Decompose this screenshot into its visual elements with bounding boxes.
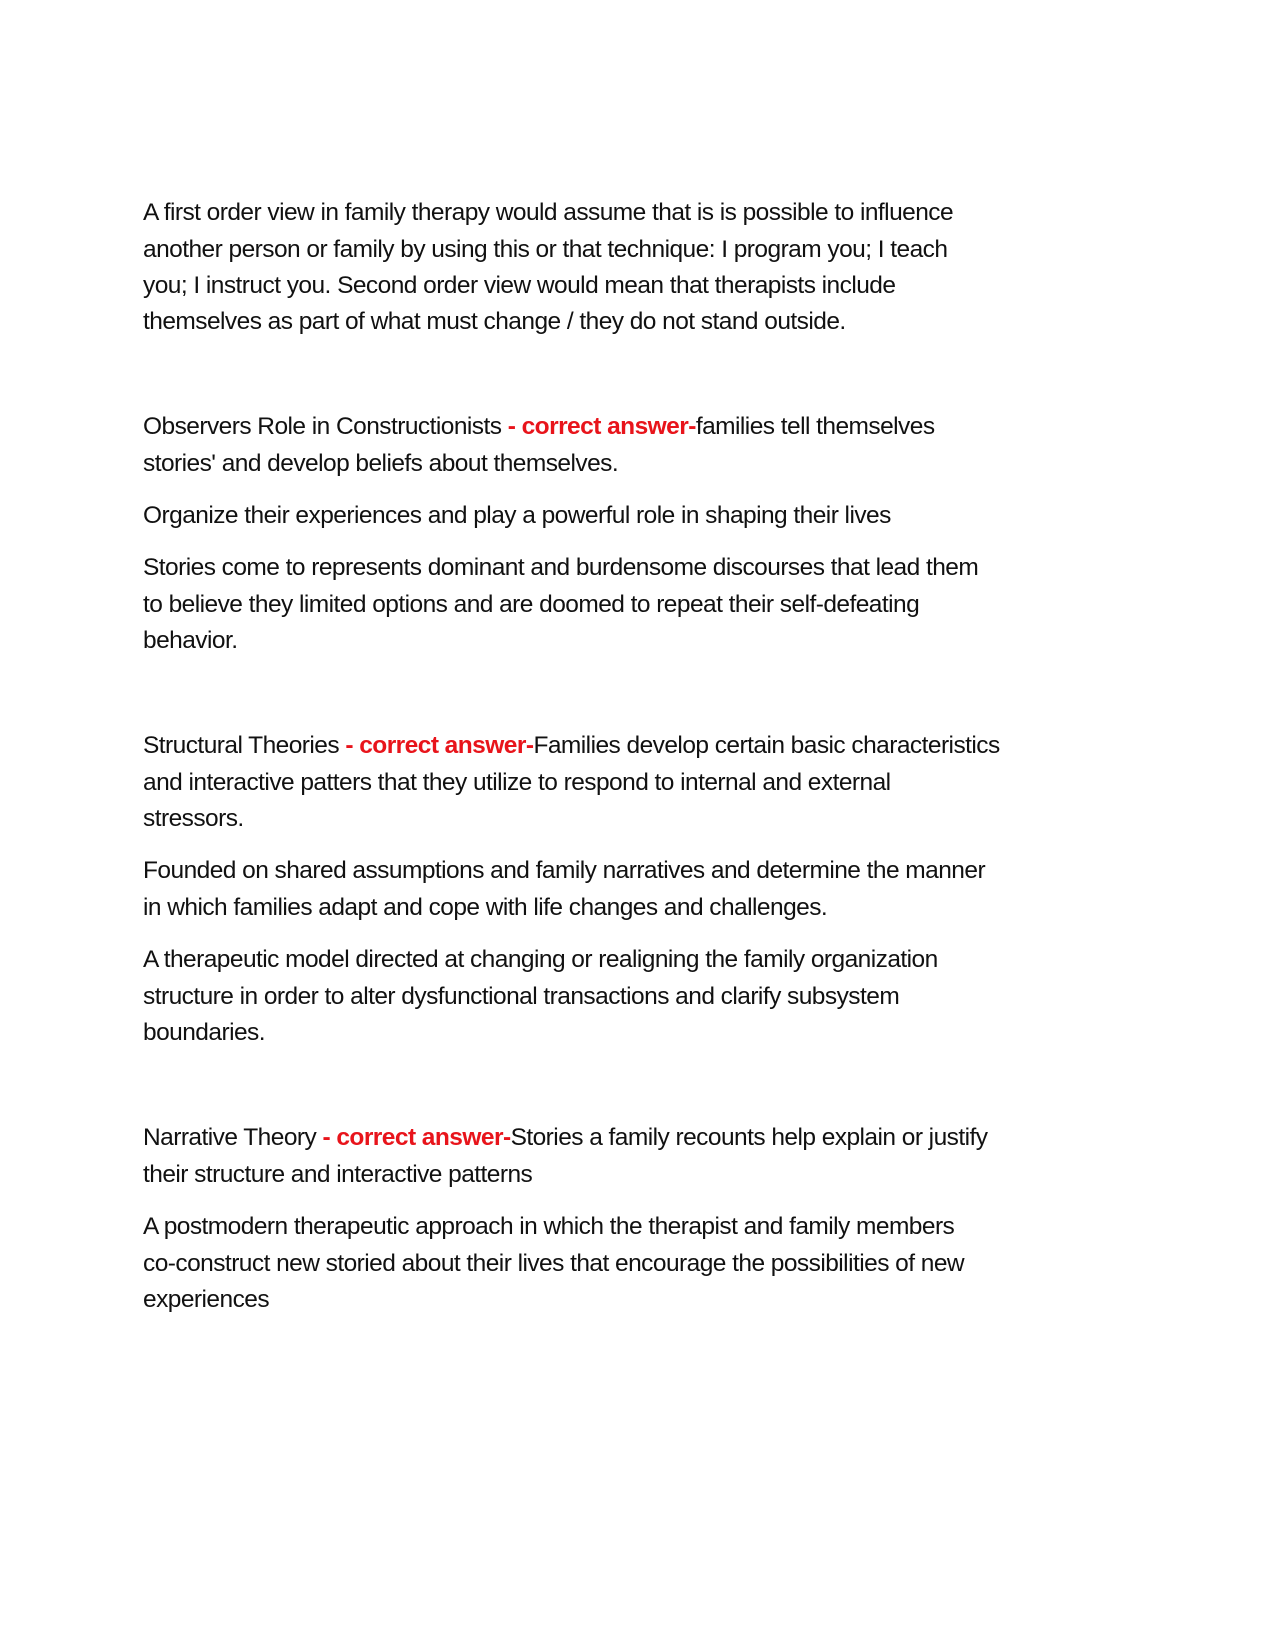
entry-answer: Families develop certain basic characteristics (533, 732, 1000, 759)
text-line: to believe they limited options and are doomed to repeat their self-defeating (143, 591, 920, 618)
text-line: behavior. (143, 627, 238, 654)
entry-heading-line (143, 731, 1000, 761)
text-line: another person or family by using this or that technique: I program you; I teach (143, 236, 948, 263)
text-line: themselves as part of what must change / they do not stand outside. (143, 308, 846, 335)
text-line: in which families adapt and cope with life changes and challenges. (143, 894, 828, 921)
text-line: experiences (143, 1286, 270, 1313)
correct-answer-marker: - correct answer- (507, 413, 696, 440)
entry-heading-line (143, 1123, 987, 1153)
text-line: stressors. (143, 805, 244, 832)
text-line: their structure and interactive patterns (143, 1161, 533, 1188)
text-line: stories' and develop beliefs about themselves. (143, 450, 619, 477)
text-line: you; I instruct you. Second order view would mean that therapists include (143, 272, 896, 299)
text-line: Founded on shared assumptions and family narratives and determine the manner (143, 857, 986, 884)
text-line: A therapeutic model directed at changing or realigning the family organization (143, 946, 938, 973)
entry-term: Narrative Theory (143, 1124, 323, 1151)
text-line: and interactive patters that they utilize to respond to internal and external (143, 769, 891, 796)
correct-answer-marker: - correct answer- (322, 1124, 511, 1151)
text-line: A postmodern therapeutic approach in which the therapist and family members (143, 1213, 955, 1240)
entry-term: Structural Theories (143, 732, 346, 759)
correct-answer-marker: - correct answer- (345, 732, 534, 759)
text-line: boundaries. (143, 1019, 265, 1046)
text-line: Stories come to represents dominant and burdensome discourses that lead them (143, 554, 979, 581)
text-line: co-construct new storied about their lives that encourage the possibilities of new (143, 1250, 965, 1277)
text-line: Organize their experiences and play a powerful role in shaping their lives (143, 502, 891, 529)
text-line: A first order view in family therapy would assume that is is possible to influence (143, 199, 954, 226)
text-line: structure in order to alter dysfunctional transactions and clarify subsystem (143, 983, 900, 1010)
entry-heading-line (143, 412, 935, 442)
entry-answer: families tell themselves (695, 413, 935, 440)
entry-term: Observers Role in Constructionists (143, 413, 508, 440)
entry-answer: Stories a family recounts help explain or justify (510, 1124, 988, 1151)
